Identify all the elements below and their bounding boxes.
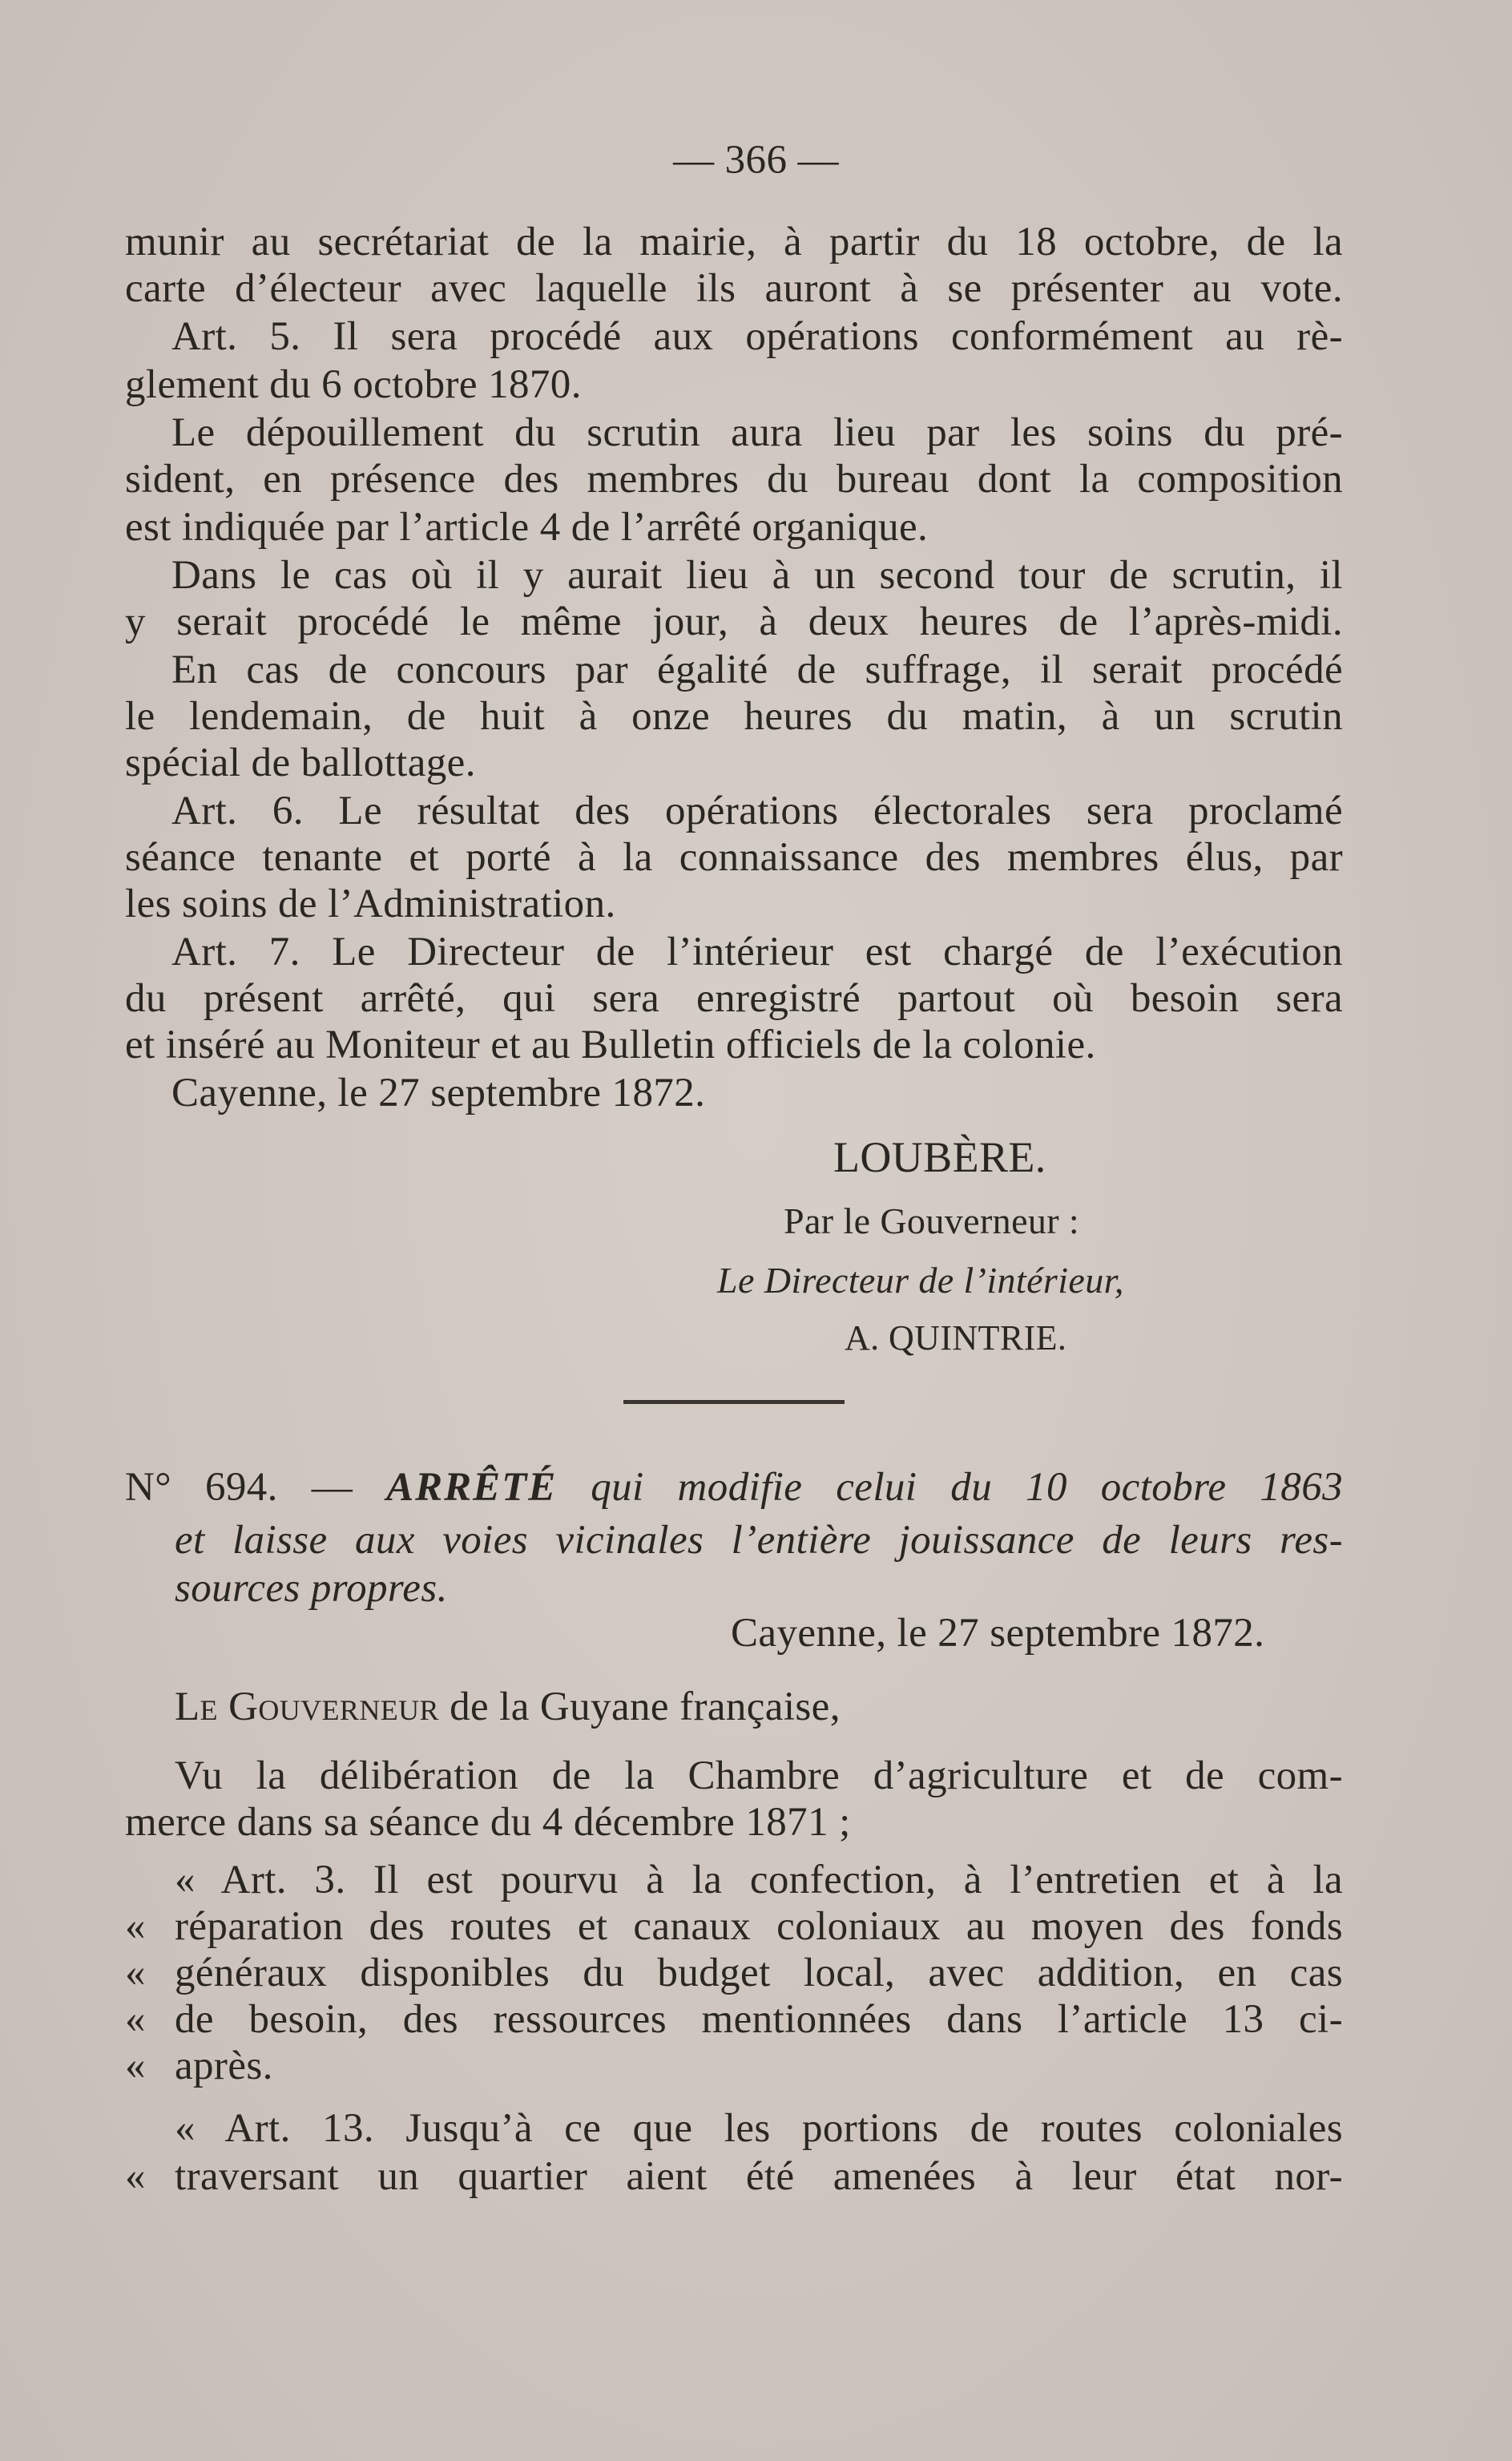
text-line: glement du 6 octobre 1870. [125, 362, 582, 407]
vu-line: Vu la délibération de la Chambre d’agriculture et de com- [175, 1753, 1343, 1798]
article-5-line: Art. 5. Il sera procédé aux opérations conformément au rè- [171, 314, 1343, 359]
article-6-line: Art. 6. Le résultat des opérations électorales sera proclamé [171, 789, 1343, 833]
text-line: et inséré au Moniteur et au Bulletin officiels de la colonie. [125, 1023, 1096, 1067]
signature-by: Par le Gouverneur : [784, 1200, 1080, 1241]
text-line: le lendemain, de huit à onze heures du matin, à un scrutin [125, 694, 1343, 739]
vu-line: merce dans sa séance du 4 décembre 1871 ; [125, 1800, 851, 1845]
text-line: Le dépouillement du scrutin aura lieu par les soins du pré- [171, 410, 1343, 455]
quote-line: « Art. 3. Il est pourvu à la confection, à l’entretien et à la [175, 1858, 1343, 1902]
decree-date: Cayenne, le 27 septembre 1872. [731, 1611, 1265, 1656]
quote-line: « de besoin, des ressources mentionnées dans l’article 13 ci- [125, 1997, 1343, 2042]
text-line: les soins de l’Administration. [125, 882, 616, 926]
quote-line: « Art. 13. Jusqu’à ce que les portions de routes coloniales [175, 2106, 1343, 2151]
text-line: carte d’électeur avec laquelle ils auront à se présenter au vote. [125, 266, 1343, 311]
quote-line: « traversant un quartier aient été amenées à leur état nor- [125, 2154, 1343, 2199]
text-line: du présent arrêté, qui sera enregistré partout où besoin sera [125, 976, 1343, 1021]
text-line: munir au secrétariat de la mairie, à partir du 18 octobre, de la [125, 220, 1343, 264]
section-divider [623, 1400, 845, 1404]
date-line: Cayenne, le 27 septembre 1872. [171, 1071, 706, 1116]
text-line: En cas de concours par égalité de suffrage, il serait procédé [171, 648, 1343, 692]
quote-mark: « [125, 1904, 146, 1949]
quote-line: « après. [125, 2043, 273, 2088]
signature-signer: A. QUINTRIE. [845, 1318, 1067, 1358]
decree-title-line: sources propres. [175, 1566, 448, 1611]
text-line: y serait procédé le même jour, à deux heures de l’après-midi. [125, 599, 1343, 644]
article-7-line: Art. 7. Le Directeur de l’intérieur est chargé de l’exécution [171, 930, 1343, 974]
governor-intro [175, 1683, 841, 1731]
signature-title: Le Directeur de l’intérieur, [717, 1260, 1124, 1301]
text-line: sident, en présence des membres du bureau dont la composition [125, 457, 1343, 502]
quote-line: « réparation des routes et canaux coloniaux au moyen des fonds [125, 1904, 1343, 1949]
text-line: est indiquée par l’article 4 de l’arrêté organique. [125, 505, 929, 550]
quote-mark: « [125, 1997, 146, 2042]
page-number: — 366 — [673, 138, 839, 183]
decree-number: N° 694. — [125, 1465, 387, 1510]
decree-heading [125, 1463, 1343, 1511]
quote-line: « généraux disponibles du budget local, avec addition, en cas [125, 1951, 1343, 1995]
quote-mark: « [125, 1951, 146, 1995]
signature-name: LOUBÈRE. [833, 1133, 1046, 1181]
quote-mark: « [125, 2154, 146, 2199]
quote-mark: « [125, 2043, 146, 2088]
governor-rest: de la Guyane française, [438, 1684, 841, 1729]
text-line: spécial de ballottage. [125, 740, 476, 785]
decree-title-line: et laisse aux voies vicinales l’entière jouissance de leurs res- [175, 1518, 1343, 1563]
decree-title-part: qui modifie celui du 10 octobre 1863 [557, 1465, 1343, 1510]
text-line: Dans le cas où il y aurait lieu à un second tour de scrutin, il [171, 553, 1343, 598]
governor-title: Le Gouverneur [175, 1684, 439, 1729]
text-line: séance tenante et porté à la connaissance des membres élus, par [125, 835, 1343, 880]
decree-type: ARRÊTÉ [386, 1465, 558, 1510]
